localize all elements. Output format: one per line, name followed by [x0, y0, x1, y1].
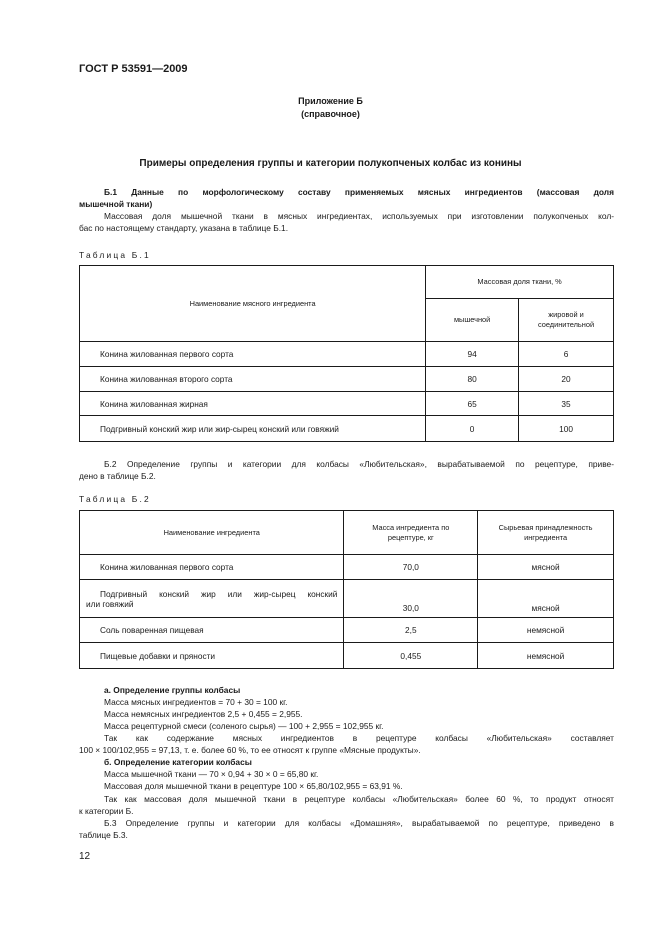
table-cell-mass: 70,0 — [344, 555, 478, 580]
table-row — [80, 416, 614, 442]
table-b2-header-mass-line2: рецептуре, кг — [387, 532, 434, 542]
calc-b-line3: Так как массовая доля мышечной ткани в рецептуре колбасы «Любительская» более 60 %, то продукт относят — [104, 794, 614, 804]
standard-header: ГОСТ Р 53591—2009 — [79, 63, 188, 75]
calc-a-line3: Масса рецептурной смеси (соленого сырья) — 100 + 2,955 = 102,955 кг. — [104, 721, 384, 731]
table-cell-name: Конина жилованная первого сорта — [80, 555, 344, 580]
table-b2-header-type-line2: ингредиента — [524, 532, 568, 542]
b1-text-line1: Массовая доля мышечной ткани в мясных ингредиентах, используемых при изготовлении полукопченых кол- — [104, 211, 614, 221]
table-b2-header-mass — [344, 511, 478, 555]
b2-text-line1: Б.2 Определение группы и категории для колбасы «Любительская», вырабатываемой по рецептуре, приве- — [104, 459, 614, 469]
calc-b-line4: к категории Б. — [79, 806, 134, 816]
table-row — [80, 392, 614, 416]
table-cell-type: мясной — [478, 555, 614, 580]
table-cell-muscle: 65 — [426, 392, 519, 416]
table-b2-header-mass-line1: Масса ингредиента по — [372, 522, 450, 532]
table-b1-header-fat-line1: жировой и — [548, 310, 584, 319]
page-number: 12 — [79, 851, 91, 862]
table-b2-header-type — [478, 511, 614, 555]
table-cell-name: Конина жилованная второго сорта — [80, 367, 426, 392]
table-cell-muscle: 80 — [426, 367, 519, 392]
b1-text-line2: бас по настоящему стандарту, указана в таблице Б.1. — [79, 223, 289, 233]
table-cell-name — [80, 580, 344, 618]
b1-heading-line1: Б.1 Данные по морфологическому составу применяемых мясных ингредиентов (массовая доля — [104, 187, 614, 197]
b3-text-line2: таблице Б.3. — [79, 830, 128, 840]
table-b2 — [79, 510, 614, 669]
table-cell-name-line2: или говяжий — [86, 598, 134, 609]
calc-a-line2: Масса немясных ингредиентов 2,5 + 0,455 = 2,955. — [104, 709, 303, 719]
table-row — [80, 580, 614, 618]
table-row — [80, 555, 614, 580]
b1-heading-line2: мышечной ткани) — [79, 199, 153, 209]
calc-b-heading: б. Определение категории колбасы — [104, 757, 252, 767]
calc-b-line1: Масса мышечной ткани — 70 × 0,94 + 30 × 0 = 65,80 кг. — [104, 769, 319, 779]
table-b1-header-name: Наименование мясного ингредиента — [80, 266, 426, 342]
table-cell-fat: 6 — [519, 342, 614, 367]
table-cell-name: Пищевые добавки и пряности — [80, 643, 344, 669]
table-cell-name: Соль поваренная пищевая — [80, 618, 344, 643]
table-cell-mass: 2,5 — [344, 618, 478, 643]
table-b1-header-fat-line2: соединительной — [537, 320, 595, 329]
table-cell-mass: 30,0 — [344, 580, 478, 618]
table-cell-fat: 100 — [519, 416, 614, 442]
table-cell-name: Конина жилованная первого сорта — [80, 342, 426, 367]
table-cell-fat: 20 — [519, 367, 614, 392]
calc-a-line4: Так как содержание мясных ингредиентов в рецептуре колбасы «Любительская» составляет — [104, 733, 614, 743]
table-b1 — [79, 265, 614, 442]
table-cell-type: немясной — [478, 618, 614, 643]
b2-text-line2: дено в таблице Б.2. — [79, 471, 156, 481]
table-cell-fat: 35 — [519, 392, 614, 416]
calc-b-line2: Массовая доля мышечной ткани в рецептуре 100 × 65,80/102,955 = 63,91 %. — [104, 781, 403, 791]
table-cell-type: мясной — [478, 580, 614, 618]
table-cell-name-line1: Подгривный конский жир или жир-сырец конский — [100, 588, 338, 599]
appendix-title: Приложение Б — [298, 96, 363, 106]
calc-a-line5: 100 × 100/102,955 = 97,13, т. е. более 60 %, то ее относят к группе «Мясные продукты». — [79, 745, 421, 755]
table-cell-mass: 0,455 — [344, 643, 478, 669]
table-cell-name: Конина жилованная жирная — [80, 392, 426, 416]
table-cell-muscle: 94 — [426, 342, 519, 367]
table-cell-muscle: 0 — [426, 416, 519, 442]
table-b1-caption: Таблица Б.1 — [79, 250, 151, 260]
table-row — [80, 643, 614, 669]
table-b2-header-name: Наименование ингредиента — [80, 511, 344, 555]
table-row — [80, 367, 614, 392]
table-b1-header-muscle: мышечной — [426, 299, 519, 342]
b3-text-line1: Б.3 Определение группы и категории для колбасы «Домашняя», вырабатываемой по рецептуре, приведено в — [104, 818, 614, 828]
table-cell-type: немясной — [478, 643, 614, 669]
table-cell-name: Подгривный конский жир или жир-сырец конский или говяжий — [80, 416, 426, 442]
calc-a-heading: а. Определение группы колбасы — [104, 685, 241, 695]
calc-a-line1: Масса мясных ингредиентов = 70 + 30 = 100 кг. — [104, 697, 288, 707]
table-row — [80, 618, 614, 643]
appendix-note: (справочное) — [301, 109, 360, 119]
table-b1-header-group: Массовая доля ткани, % — [426, 266, 614, 299]
table-b2-caption: Таблица Б.2 — [79, 494, 151, 504]
table-b1-header-fat — [519, 299, 614, 342]
table-b2-header-type-line1: Сырьевая принадлежность — [498, 522, 593, 532]
document-title: Примеры определения группы и категории полукопченых колбас из конины — [139, 158, 522, 169]
table-row — [80, 342, 614, 367]
